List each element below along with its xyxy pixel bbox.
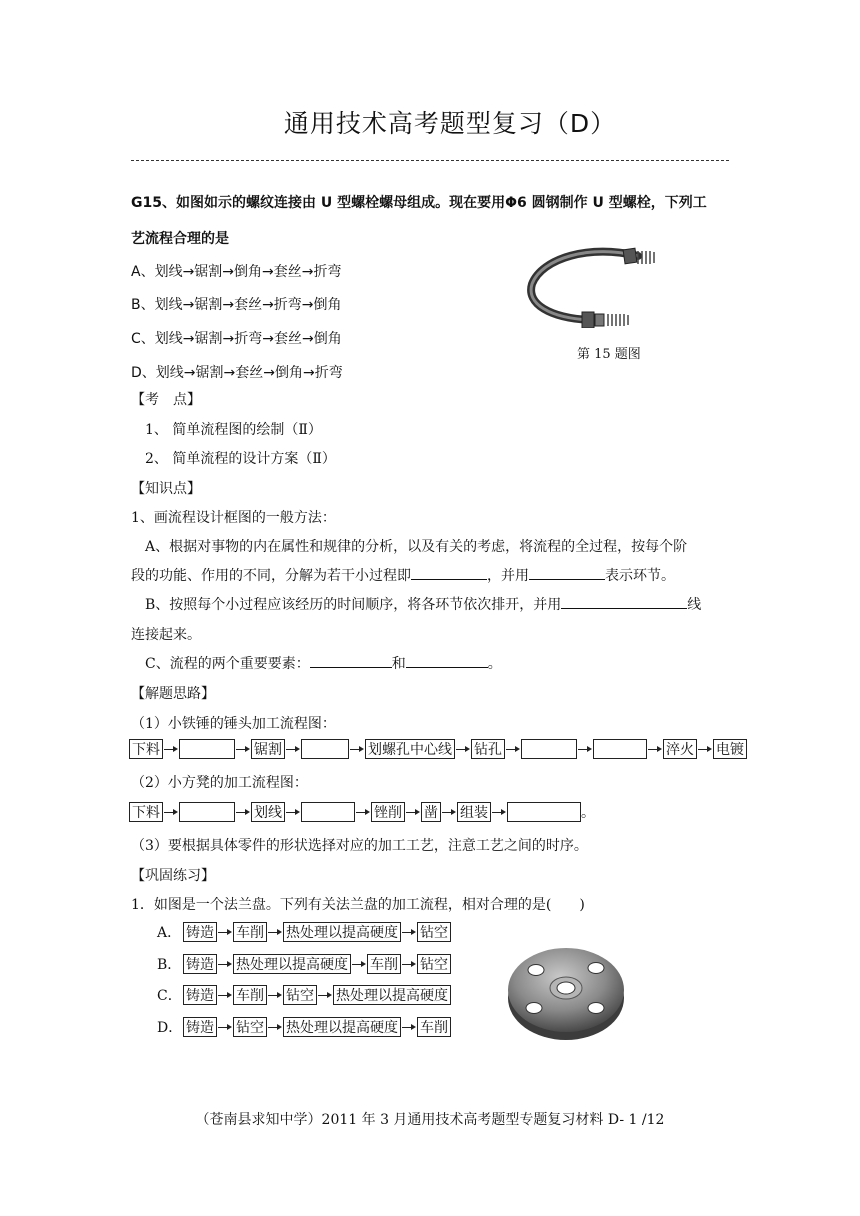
step-box: 铸造: [183, 922, 217, 942]
arrow: [267, 922, 283, 942]
arrow: [217, 954, 233, 974]
flow2-step-7: 组装: [457, 802, 491, 822]
step-box: 钻空: [417, 922, 451, 942]
arrow: [505, 739, 521, 759]
jieti-p1: （1）小铁锤的锤头加工流程图：: [131, 716, 336, 732]
kaodian-item-2: 2、 简单流程的设计方案（Ⅱ）: [145, 451, 336, 467]
arrow: [163, 802, 179, 822]
arrow: [405, 802, 421, 822]
arrow: [577, 739, 593, 759]
arrow: [455, 739, 471, 759]
arrow: [235, 739, 251, 759]
arrow: [441, 802, 457, 822]
flange-figure: [504, 938, 628, 1042]
kaodian-item-1: 1、 简单流程图的绘制（Ⅱ）: [145, 422, 322, 438]
flow2-step-8: [507, 802, 581, 822]
arrow: [235, 802, 251, 822]
arrow: [401, 1017, 417, 1037]
zhishi-a2: 段的功能、作用的不同，分解为若干小过程即 ，并用 表示环节。: [131, 565, 675, 585]
zhishi-a1: A、根据对事物的内在属性和规律的分析，以及有关的考虑，将流程的全过程，按每个阶: [145, 539, 688, 555]
arrow: [217, 922, 233, 942]
gonggu-q1: 1．如图是一个法兰盘。下列有关法兰盘的加工流程，相对合理的是( ): [131, 897, 585, 913]
jieti-heading: 【解题思路】: [131, 686, 215, 702]
blank-3: [561, 594, 687, 609]
option-b: B、划线→锯割→套丝→折弯→倒角: [131, 297, 342, 313]
flow1-step-10: 电镀: [713, 739, 747, 759]
gonggu-heading: 【巩固练习】: [131, 868, 215, 884]
arrow: [317, 985, 333, 1005]
step-box: 钻空: [233, 1017, 267, 1037]
figure-caption: 第 15 题图: [577, 347, 641, 362]
zhishi-b1: B、按照每个小过程应该经历的时间顺序，将各环节依次排开，并用 线: [145, 594, 701, 614]
arrow: [351, 954, 367, 974]
jieti-p2: （2）小方凳的加工流程图：: [131, 775, 308, 791]
page-title: 通用技术高考题型复习（D）: [283, 109, 617, 138]
jieti-p3: （3）要根据具体零件的形状选择对应的加工工艺，注意工艺之间的时序。: [131, 838, 588, 854]
option-c: C、划线→锯割→折弯→套丝→倒角: [131, 331, 342, 347]
blank-1: [411, 565, 487, 580]
arrow: [349, 739, 365, 759]
question-stem-line2: 艺流程合理的是: [131, 231, 229, 247]
zhishi-c: C、流程的两个重要要素： 和 。: [145, 653, 502, 673]
flow2-step-3: 划线: [251, 802, 285, 822]
step-box: 热处理以提高硬度: [283, 1017, 401, 1037]
flow1-step-6: 钻孔: [471, 739, 505, 759]
flow2-step-2: [179, 802, 235, 822]
step-box: 车削: [233, 922, 267, 942]
step-box: 车削: [233, 985, 267, 1005]
arrow: [401, 922, 417, 942]
arrow: [217, 1017, 233, 1037]
option-d: D、划线→锯割→套丝→倒角→折弯: [131, 365, 343, 381]
zhishi-line1: 1、画流程设计框图的一般方法：: [131, 510, 336, 526]
title-divider: [131, 160, 729, 161]
arrow: [267, 985, 283, 1005]
flowchart-hammer: [129, 739, 747, 759]
arrow: [267, 1017, 283, 1037]
blank-4: [310, 653, 392, 668]
gonggu-option-d: D． 铸造 钻空 热处理以提高硬度 车削: [157, 1017, 451, 1037]
step-box: 铸造: [183, 985, 217, 1005]
u-bolt-figure: [520, 236, 660, 328]
flow1-step-9: 淬火: [663, 739, 697, 759]
step-box: 热处理以提高硬度: [283, 922, 401, 942]
step-box: 热处理以提高硬度: [333, 985, 451, 1005]
arrow: [163, 739, 179, 759]
step-box: 钻空: [417, 954, 451, 974]
blank-5: [406, 653, 488, 668]
question-stem-line1: G15、如图如示的螺纹连接由 U 型螺栓螺母组成。现在要用Φ6 圆钢制作 U 型螺栓，下列工: [131, 195, 707, 211]
flow1-step-5: 划螺孔中心线: [365, 739, 455, 759]
arrow: [355, 802, 371, 822]
gonggu-option-a: A． 铸造 车削 热处理以提高硬度 钻空: [157, 922, 451, 942]
step-box: 车削: [367, 954, 401, 974]
flow2-step-1: 下料: [129, 802, 163, 822]
flow2-step-5: 锉削: [371, 802, 405, 822]
gonggu-option-b: B． 铸造 热处理以提高硬度 车削 钻空: [157, 954, 451, 974]
arrow: [697, 739, 713, 759]
flow1-step-8: [593, 739, 647, 759]
step-box: 车削: [417, 1017, 451, 1037]
arrow: [401, 954, 417, 974]
flow2-step-6: 凿: [421, 802, 441, 822]
arrow: [647, 739, 663, 759]
zhishi-heading: 【知识点】: [131, 481, 201, 497]
flowchart-stool: [129, 802, 595, 822]
flow1-step-4: [301, 739, 349, 759]
kaodian-heading: 【考 点】: [131, 392, 201, 408]
flow1-step-7: [521, 739, 577, 759]
flow1-step-2: [179, 739, 235, 759]
step-box: 铸造: [183, 954, 217, 974]
arrow: [285, 802, 301, 822]
arrow: [285, 739, 301, 759]
page-footer: （苍南县求知中学）2011 年 3 月通用技术高考题型专题复习材料 D- 1 /12: [195, 1112, 665, 1128]
flow2-step-4: [301, 802, 355, 822]
flow1-step-3: 锯割: [251, 739, 285, 759]
step-box: 铸造: [183, 1017, 217, 1037]
step-box: 钻空: [283, 985, 317, 1005]
zhishi-b2: 连接起来。: [131, 627, 201, 643]
flow2-end: 。: [581, 805, 595, 821]
step-box: 热处理以提高硬度: [233, 954, 351, 974]
flow1-step-1: 下料: [129, 739, 163, 759]
arrow: [491, 802, 507, 822]
gonggu-option-c: C． 铸造 车削 钻空 热处理以提高硬度: [157, 985, 451, 1005]
option-a: A、划线→锯割→倒角→套丝→折弯: [131, 264, 342, 280]
arrow: [217, 985, 233, 1005]
blank-2: [529, 565, 605, 580]
